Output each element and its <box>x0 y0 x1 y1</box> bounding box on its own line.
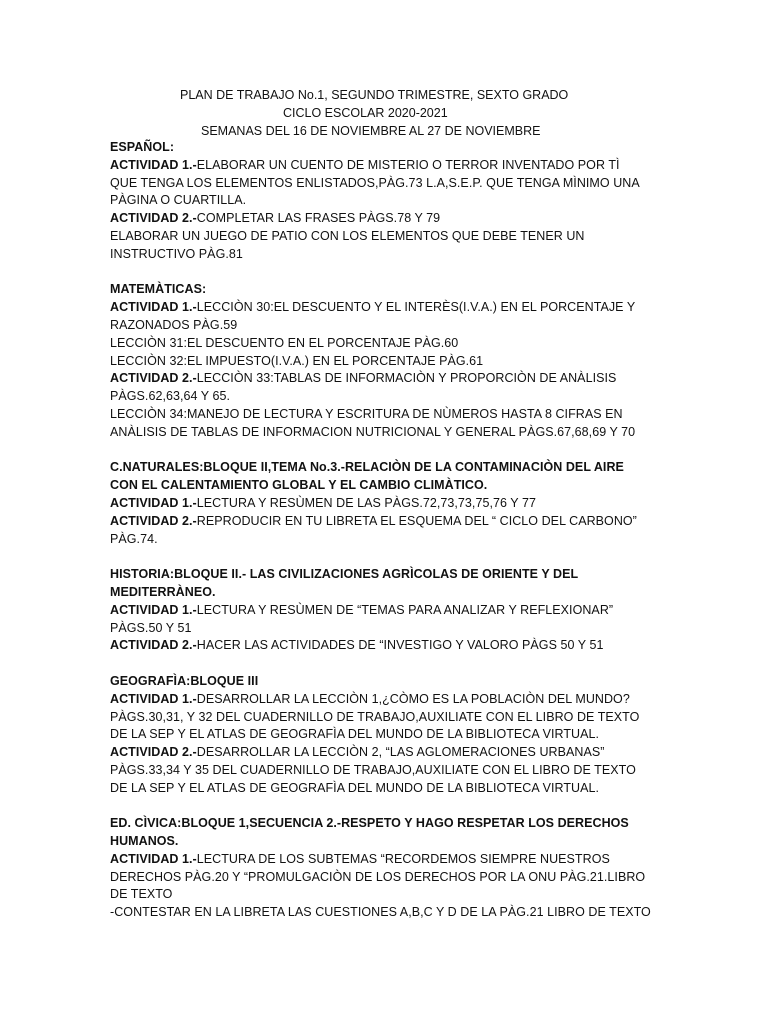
activity-text: ELABORAR UN CUENTO DE MISTERIO O TERROR INVENTADO POR TÌ <box>196 157 620 172</box>
section-naturales <box>110 459 655 548</box>
header-title: PLAN DE TRABAJO No.1, SEGUNDO TRIMESTRE, SEXTO GRADO <box>180 88 569 102</box>
section-historia <box>110 566 655 655</box>
activity-line <box>110 299 655 317</box>
activity-label: ACTIVIDAD 2.- <box>110 371 197 386</box>
section-title: MEDITERRÀNEO. <box>110 584 216 599</box>
activity-text: ANÀLISIS DE TABLAS DE INFORMACION NUTRICIONAL Y GENERAL PÀGS.67,68,69 Y 70 <box>110 424 636 439</box>
activity-text: DE LA SEP Y EL ATLAS DE GEOGRAFÌA DEL MUNDO DE LA BIBLIOTECA VIRTUAL. <box>110 780 600 795</box>
section-espanol <box>110 139 655 264</box>
activity-text: HACER LAS ACTIVIDADES DE “INVESTIGO Y VALORO PÀGS 50 Y 51 <box>196 638 604 653</box>
activity-text: PÀGINA O CUARTILLA. <box>110 193 247 208</box>
activity-line <box>110 602 655 620</box>
section-gap <box>110 797 655 815</box>
header-school-year: CICLO ESCOLAR 2020-2021 <box>283 106 448 120</box>
activity-text: PÀGS.62,63,64 Y 65. <box>110 389 231 404</box>
activity-line <box>110 157 655 175</box>
activity-label: ACTIVIDAD 1.- <box>110 602 197 617</box>
activity-label: ACTIVIDAD 2.- <box>110 211 197 226</box>
activity-label: ACTIVIDAD 1.- <box>110 851 197 866</box>
activity-line <box>110 744 655 762</box>
activity-text: QUE TENGA LOS ELEMENTOS ENLISTADOS,PÀG.73 L.A,S.E.P. QUE TENGA MÌNIMO UNA <box>110 175 640 190</box>
section-matematicas <box>110 281 655 441</box>
section-title: GEOGRAFÌA:BLOQUE III <box>110 673 259 688</box>
activity-line <box>110 691 655 709</box>
activity-text: COMPLETAR LAS FRASES PÀGS.78 Y 79 <box>196 211 441 226</box>
activity-label: ACTIVIDAD 1.- <box>110 300 197 315</box>
activity-line <box>110 851 655 869</box>
section-title: C.NATURALES:BLOQUE II,TEMA No.3.-RELACIÒN DE LA CONTAMINACIÒN DEL AIRE <box>110 460 624 475</box>
activity-text: ELABORAR UN JUEGO DE PATIO CON LOS ELEMENTOS QUE DEBE TENER UN <box>110 228 585 243</box>
document-body <box>110 139 655 922</box>
activity-text: DESARROLLAR LA LECCIÒN 1,¿CÒMO ES LA POBLACIÒN DEL MUNDO? <box>196 691 630 706</box>
section-gap <box>110 548 655 566</box>
activity-text: LECCIÒN 32:EL IMPUESTO(I.V.A.) EN EL PORCENTAJE PÀG.61 <box>110 353 484 368</box>
activity-text: LECTURA Y RESÙMEN DE LAS PÀGS.72,73,73,75,76 Y 77 <box>196 495 536 510</box>
activity-text: PÀGS.33,34 Y 35 DEL CUADERNILLO DE TRABAJO,AUXILIATE CON EL LIBRO DE TEXTO <box>110 762 636 777</box>
document-header <box>0 86 768 140</box>
section-title: MATEMÀTICAS: <box>110 282 207 297</box>
section-title: CON EL CALENTAMIENTO GLOBAL Y EL CAMBIO CLIMÀTICO. <box>110 478 488 493</box>
activity-label: ACTIVIDAD 2.- <box>110 638 197 653</box>
activity-text: DESARROLLAR LA LECCIÒN 2, “LAS AGLOMERACIONES URBANAS” <box>196 745 605 760</box>
activity-text: LECCIÒN 30:EL DESCUENTO Y EL INTERÈS(I.V.A.) EN EL PORCENTAJE Y <box>196 300 636 315</box>
activity-text: DE TEXTO <box>110 887 173 902</box>
activity-label: ACTIVIDAD 2.- <box>110 513 197 528</box>
activity-line <box>110 513 655 531</box>
activity-text: -CONTESTAR EN LA LIBRETA LAS CUESTIONES A,B,C Y D DE LA PÀG.21 LIBRO DE TEXTO <box>110 905 651 920</box>
activity-text: RAZONADOS PÀG.59 <box>110 317 238 332</box>
activity-text: LECCIÒN 34:MANEJO DE LECTURA Y ESCRITURA DE NÙMEROS HASTA 8 CIFRAS EN <box>110 406 623 421</box>
section-title: ED. CÌVICA:BLOQUE 1,SECUENCIA 2.-RESPETO Y HAGO RESPETAR LOS DERECHOS <box>110 816 629 831</box>
section-title: HUMANOS. <box>110 834 179 849</box>
activity-line <box>110 370 655 388</box>
section-civica <box>110 815 655 922</box>
section-gap <box>110 264 655 282</box>
section-title: ESPAÑOL: <box>110 140 175 154</box>
section-title: HISTORIA:BLOQUE II.- LAS CIVILIZACIONES AGRÌCOLAS DE ORIENTE Y DEL <box>110 567 579 582</box>
activity-text: PÀGS.30,31, Y 32 DEL CUADERNILLO DE TRABAJO,AUXILIATE CON EL LIBRO DE TEXTO <box>110 709 640 724</box>
activity-text: PÀGS.50 Y 51 <box>110 620 192 635</box>
activity-label: ACTIVIDAD 1.- <box>110 157 197 172</box>
activity-label: ACTIVIDAD 1.- <box>110 691 197 706</box>
activity-label: ACTIVIDAD 1.- <box>110 495 197 510</box>
activity-text: DERECHOS PÀG.20 Y “PROMULGACIÒN DE LOS DERECHOS POR LA ONU PÀG.21.LIBRO <box>110 869 646 884</box>
activity-text: PÀG.74. <box>110 531 158 546</box>
activity-text: REPRODUCIR EN TU LIBRETA EL ESQUEMA DEL “ CICLO DEL CARBONO” <box>196 513 637 528</box>
activity-label: ACTIVIDAD 2.- <box>110 745 197 760</box>
activity-text: LECTURA Y RESÙMEN DE “TEMAS PARA ANALIZAR Y REFLEXIONAR” <box>196 602 614 617</box>
activity-text: LECCIÒN 31:EL DESCUENTO EN EL PORCENTAJE PÀG.60 <box>110 335 459 350</box>
section-geografia <box>110 673 655 798</box>
activity-line <box>110 495 655 513</box>
activity-text: INSTRUCTIVO PÀG.81 <box>110 246 243 261</box>
section-gap <box>110 655 655 673</box>
activity-text: DE LA SEP Y EL ATLAS DE GEOGRAFÌA DEL MUNDO DE LA BIBLIOTECA VIRTUAL. <box>110 727 600 742</box>
section-gap <box>110 442 655 460</box>
activity-text: LECCIÒN 33:TABLAS DE INFORMACIÒN Y PROPORCIÒN DE ANÀLISIS <box>196 371 617 386</box>
activity-line <box>110 210 655 228</box>
header-weeks: SEMANAS DEL 16 DE NOVIEMBRE AL 27 DE NOVIEMBRE <box>201 124 541 138</box>
activity-text: LECTURA DE LOS SUBTEMAS “RECORDEMOS SIEMPRE NUESTROS <box>196 851 610 866</box>
activity-line <box>110 637 655 655</box>
